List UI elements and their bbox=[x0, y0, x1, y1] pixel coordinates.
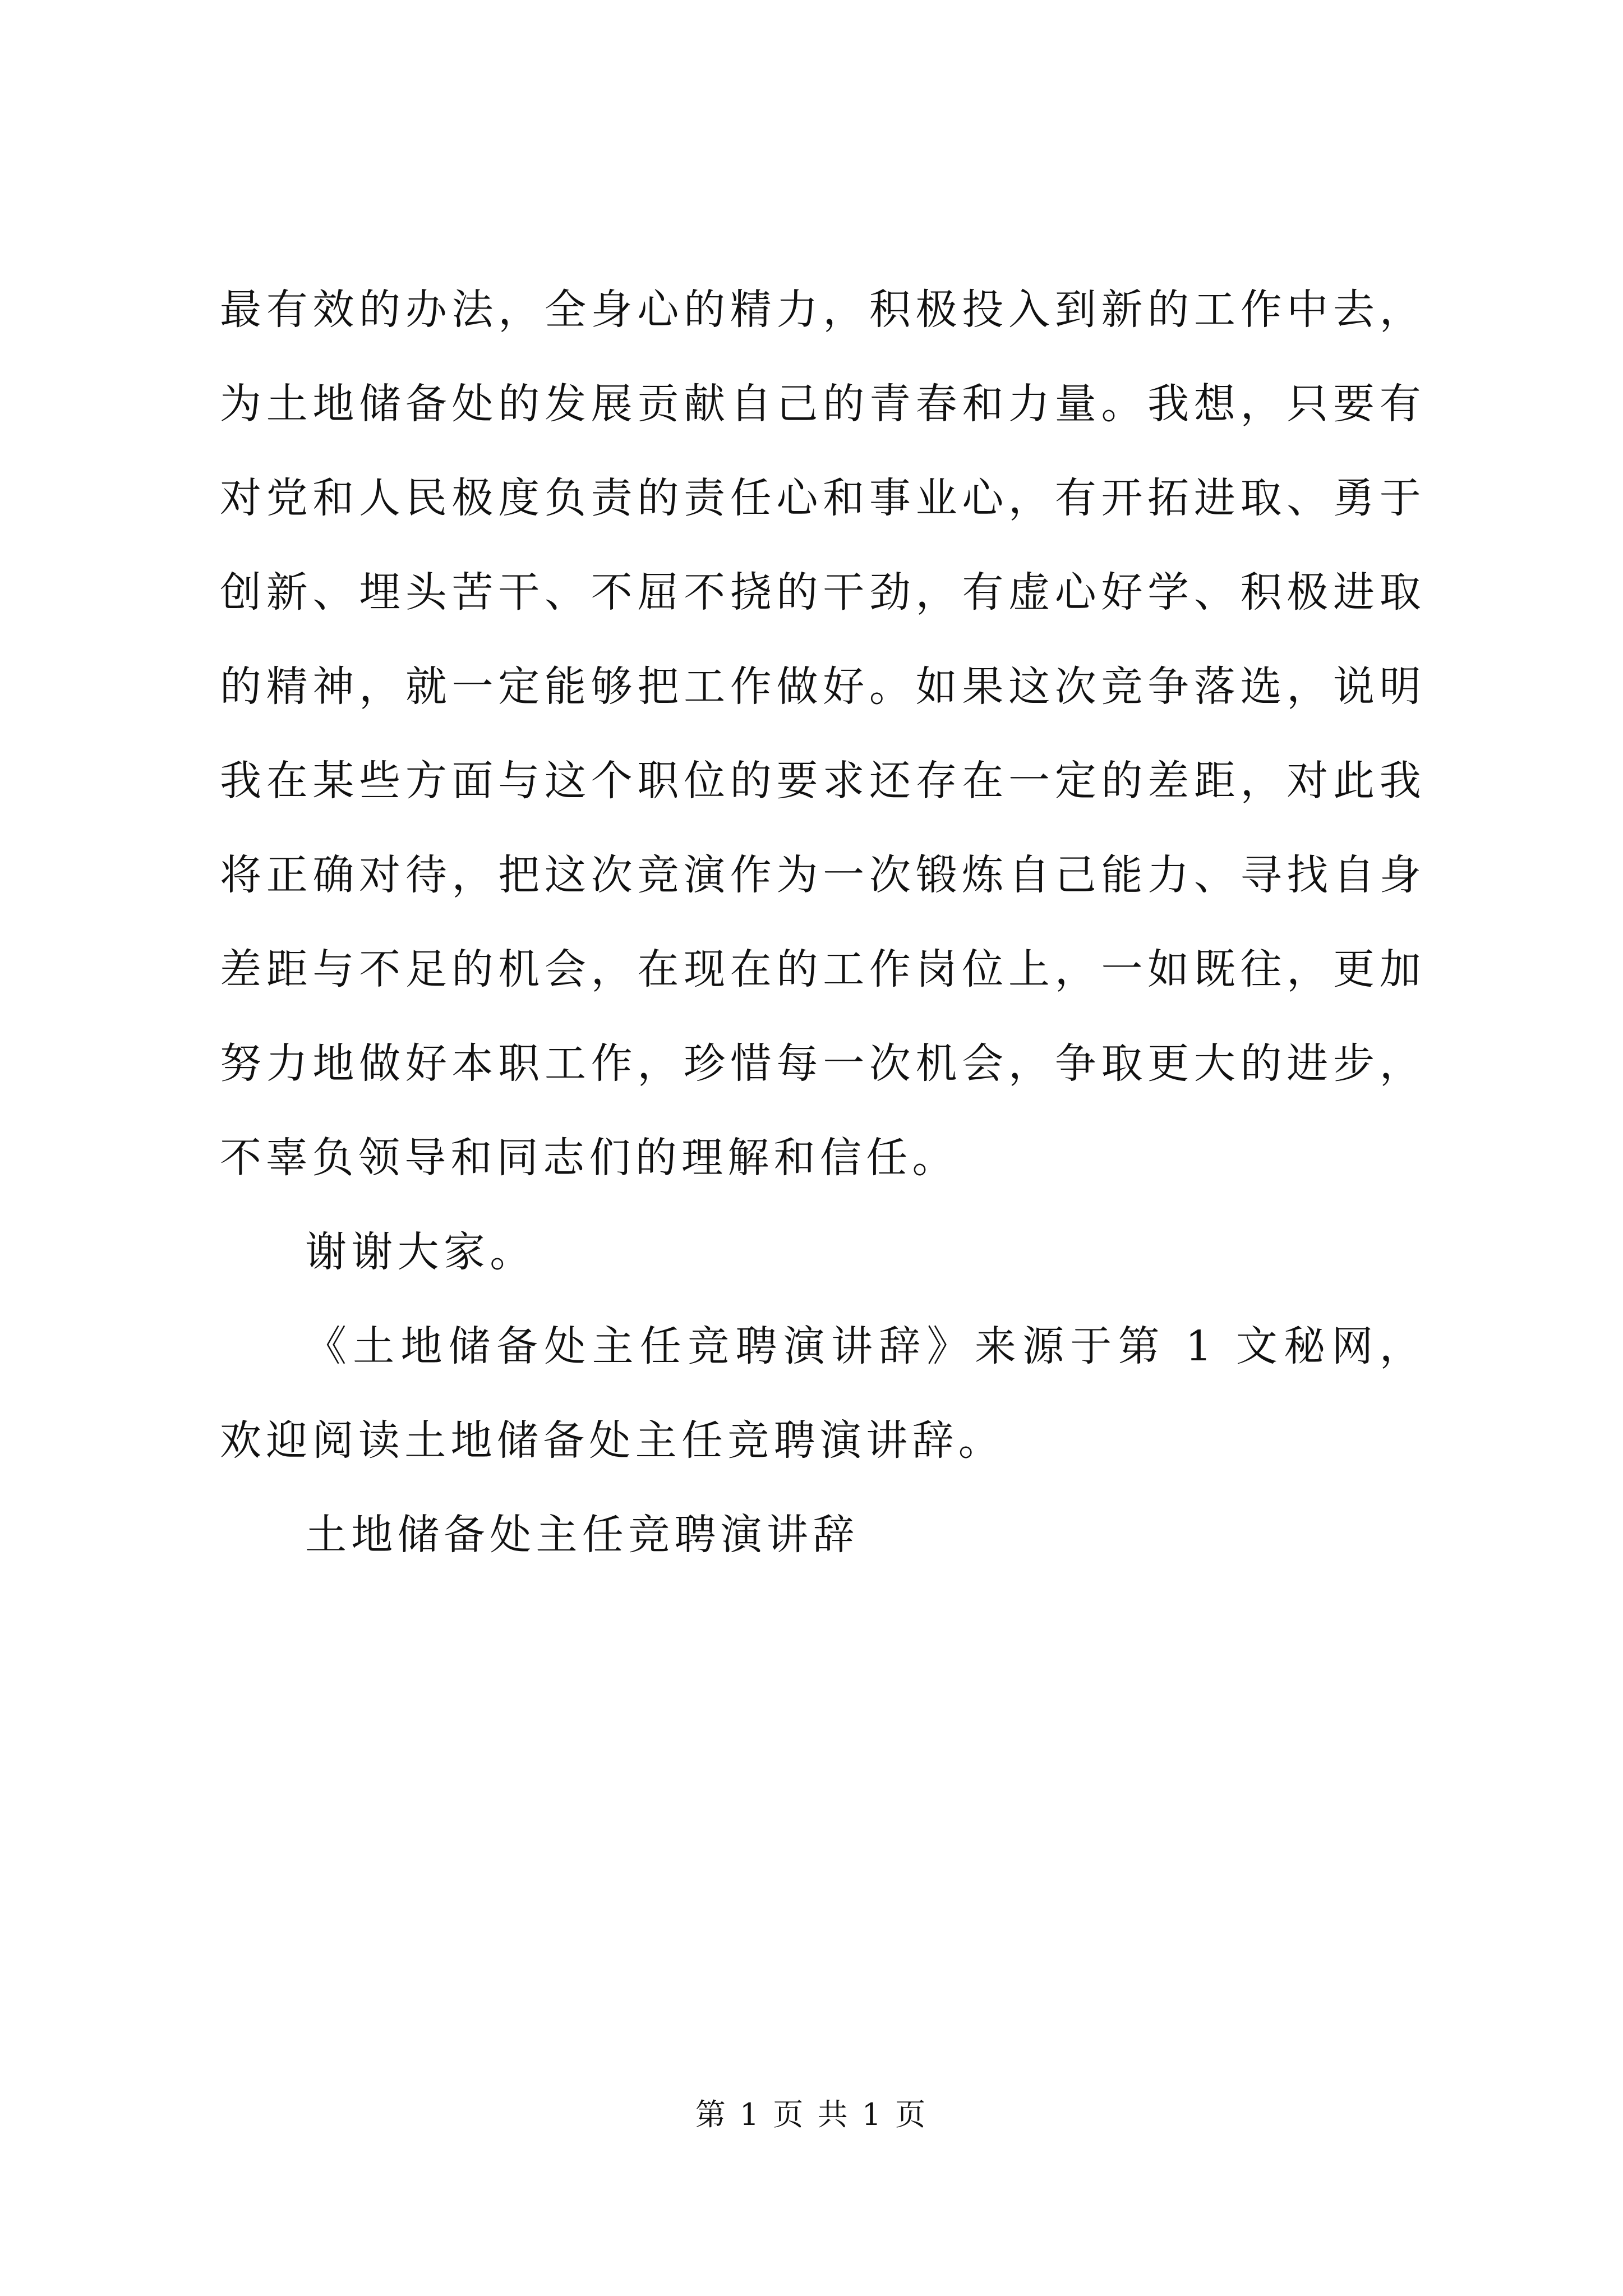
body-paragraph-continuation: 最有效的办法，全身心的精力，积极投入到新的工作中去，为土地储备处的发展贡献自己的青春和力量。我想，只要有对党和人民极度负责的责任心和事业心，有开拓进取、勇于创新、埋头苦干、不屈不挠的干劲，有虚心好学、积极进取的精神，就一定能够把工作做好。如果这次竞争落选，说明我在某些方面与这个职位的要求还存在一定的差距，对此我将正确对待，把这次竞演作为一次锻炼自己能力、寻找自身差距与不足的机会，在现在的工作岗位上，一如既往，更加努力地做好本职工作，珍惜每一次机会，争取更大的进步，不辜负领导和同志们的理解和信任。 bbox=[220, 286, 1426, 1182]
document-body bbox=[220, 263, 1426, 1582]
body-paragraph-source-note: 《土地储备处主任竞聘演讲辞》来源于第 1 文秘网，欢迎阅读土地储备处主任竞聘演讲辞。 bbox=[220, 1322, 1426, 1465]
page-footer: 第 1 页 共 1 页 bbox=[695, 2097, 928, 2132]
body-paragraph-thanks: 谢谢大家。 bbox=[305, 1228, 536, 1276]
body-paragraph-title-repeat: 土地储备处主任竞聘演讲辞 bbox=[305, 1511, 859, 1559]
